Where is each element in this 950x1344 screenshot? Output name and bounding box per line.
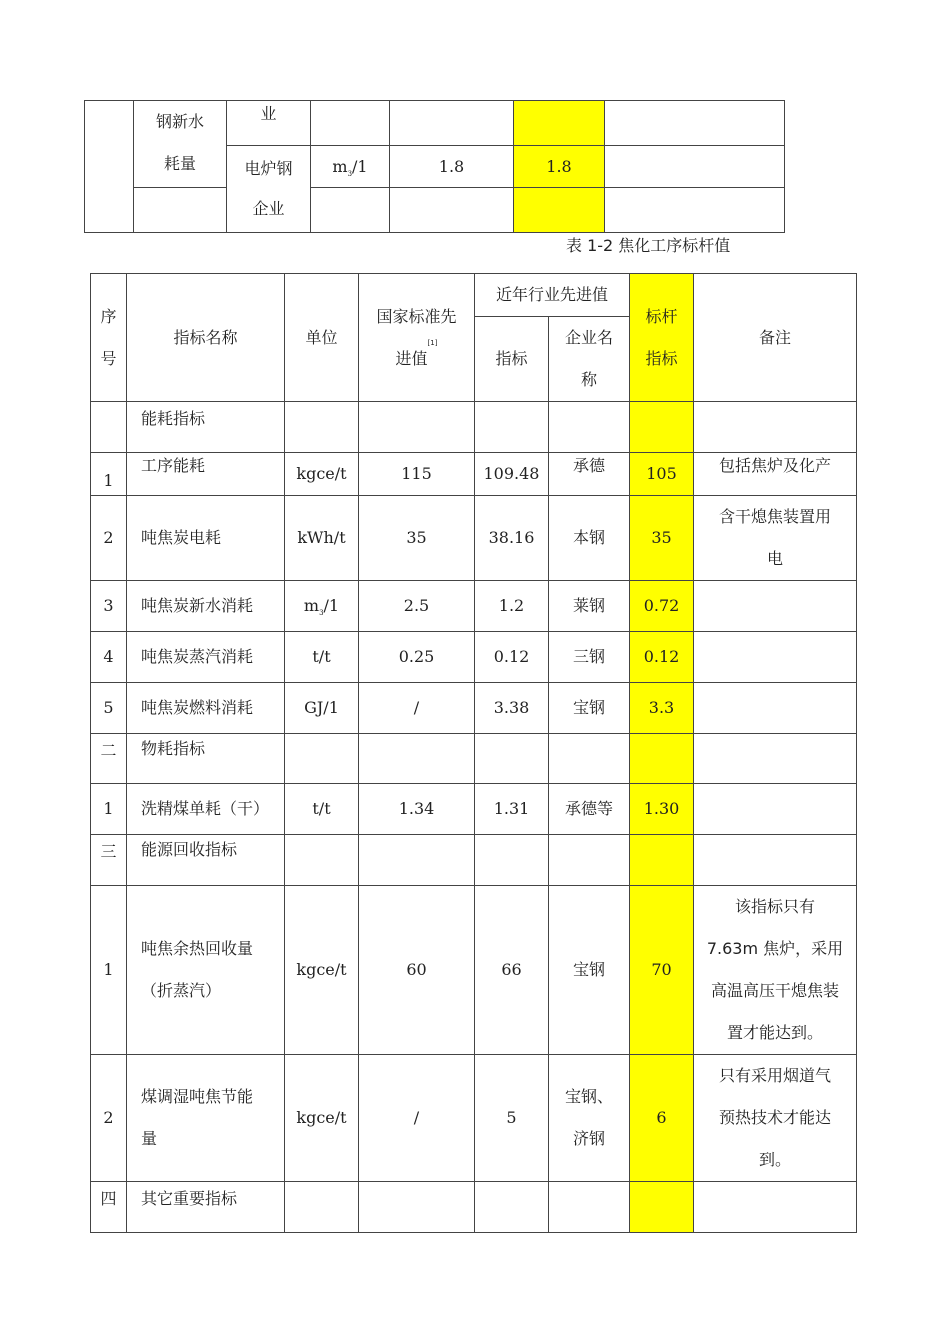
remark-line1: 含干熄焦装置用 [719,507,832,526]
cell-seq: 1 [91,784,127,835]
cell-benchmark: 70 [630,886,694,1055]
header-national-line1: 国家标准先 [376,306,457,326]
cell-industry: 1.31 [475,784,549,835]
table-row [91,496,857,581]
cell-unit: kgce/t [285,886,359,1055]
cell-industry: 109.48 [475,453,549,496]
cell-industry: 5 [475,1055,549,1182]
cell-industry: 66 [475,886,549,1055]
cell-industry: 0.12 [475,632,549,683]
header-company-line1: 企业名 [565,328,614,347]
cell-national: / [359,683,475,734]
cell-benchmark: 1.30 [630,784,694,835]
header-national-line2 [359,338,474,380]
cell-unit: kgce/t [285,453,359,496]
unit-text: m [332,156,348,176]
table-caption: 表 1-2 焦化工序标杆值 [566,236,731,255]
table-row [91,1055,857,1182]
cell-unit: kWh/t [285,496,359,581]
header-company [549,317,630,402]
cell-seq: 4 [91,632,127,683]
cell-company: 承德 [549,453,630,496]
benchmark-value-cell: 1.8 [514,146,605,188]
cell-name: 吨焦炭燃料消耗 [127,683,285,734]
cell-name: 吨焦炭新水消耗 [127,581,285,632]
header-seq [91,274,127,402]
company-line1: 宝钢、 [565,1087,614,1106]
company-line2: 济钢 [573,1129,606,1148]
cell-benchmark: 0.12 [630,632,694,683]
name-line1: 煤调湿吨焦节能 [141,1087,254,1106]
cell-seq: 1 [91,453,127,496]
table-row [91,1182,857,1233]
remark-line2: 预热技术才能达 [719,1108,832,1127]
cell-industry: 38.16 [475,496,549,581]
cell-seq: 3 [91,581,127,632]
cell-company: 本钢 [549,496,630,581]
cell-company: 宝钢 [549,683,630,734]
section-seq: 二 [91,734,127,784]
header-national-text: 进值 [395,348,428,368]
remark-line3: 到。 [759,1150,792,1169]
cell-company [549,1055,630,1182]
cell-national: 35 [359,496,475,581]
table-row [91,453,857,496]
section-seq: 三 [91,835,127,886]
header-unit: 单位 [285,274,359,402]
header-seq-line1: 序 [100,306,117,326]
table-row [91,632,857,683]
cell-name [127,1055,285,1182]
empty-cell [605,188,785,233]
cell-name: 吨焦炭电耗 [127,496,285,581]
remark-line2: 7.63m 焦炉，采用 [706,939,844,958]
unit-text: m [303,596,320,615]
table-row [91,835,857,886]
cell-national: / [359,1055,475,1182]
unit-cell [311,146,390,188]
cell-benchmark: 105 [630,453,694,496]
cell-company: 莱钢 [549,581,630,632]
header-national-ref: [1] [427,338,438,347]
header-industry: 近年行业先进值 [475,274,630,317]
empty-cell [311,101,390,146]
cell-industry: 1.2 [475,581,549,632]
benchmark-cell [514,188,605,233]
table-row [91,581,857,632]
cell-national: 0.25 [359,632,475,683]
header-company-line2: 称 [581,370,598,389]
name-line1: 吨焦余热回收量 [141,939,254,958]
section-seq: 四 [91,1182,127,1233]
cell-national: 2.5 [359,581,475,632]
cell-seq: 2 [91,496,127,581]
item-name-cell [134,101,227,188]
cell-unit: kgce/t [285,1055,359,1182]
seq-cell [85,101,134,233]
header-benchmark-line1: 标杆 [645,306,678,326]
remark-line2: 电 [767,549,784,568]
item-name-line2: 耗量 [163,154,196,173]
table-row [91,784,857,835]
cell-name [127,886,285,1055]
item-name-line1: 钢新水 [155,112,204,131]
remark-line3: 高温高压干熄焦装 [711,981,840,1000]
empty-cell [311,188,390,233]
table-row [91,886,857,1055]
cell-remark [694,886,857,1055]
cell-benchmark: 3.3 [630,683,694,734]
header-name: 指标名称 [127,274,285,402]
header-seq-line2: 号 [100,348,117,368]
header-national [359,274,475,402]
cell-company: 承德等 [549,784,630,835]
cell-name: 工序能耗 [127,453,285,496]
cell-seq: 2 [91,1055,127,1182]
enterprise-b-cell [227,146,311,233]
cell-national: 60 [359,886,475,1055]
section-title: 其它重要指标 [127,1182,285,1233]
enterprise-b-line2: 企业 [252,199,285,218]
cell-remark: 包括焦炉及化产 [694,453,857,496]
cell-company: 宝钢 [549,886,630,1055]
remark-line1: 该指标只有 [735,897,816,916]
cell-unit: t/t [285,784,359,835]
remark-line1: 只有采用烟道气 [719,1066,832,1085]
unit-suffix: /1 [323,596,340,615]
cell-benchmark: 35 [630,496,694,581]
value-cell: 1.8 [390,146,514,188]
empty-cell [390,188,514,233]
cell-name: 吨焦炭蒸汽消耗 [127,632,285,683]
cell-remark [694,496,857,581]
unit-suffix: /1 [352,156,368,176]
cell-benchmark: 6 [630,1055,694,1182]
cell-seq: 5 [91,683,127,734]
table-row [91,734,857,784]
cell-industry: 3.38 [475,683,549,734]
header-industry-index: 指标 [475,317,549,402]
cell-unit: t/t [285,632,359,683]
cell-name: 洗精煤单耗（干） [127,784,285,835]
cell-seq: 1 [91,886,127,1055]
cell-remark [694,1055,857,1182]
cell-national: 1.34 [359,784,475,835]
table-row [91,683,857,734]
cell-national: 115 [359,453,475,496]
name-line2: （折蒸汽） [141,981,222,1000]
name-line2: 量 [141,1129,158,1148]
enterprise-a-cell: 业 [227,101,311,146]
section-title: 能耗指标 [127,402,285,453]
table-row [91,402,857,453]
cell-unit [285,581,359,632]
coking-benchmark-table [90,273,857,1233]
empty-cell [134,188,227,233]
section-title: 物耗指标 [127,734,285,784]
header-remark: 备注 [694,274,857,402]
unit-sub: 3 [319,609,324,618]
empty-cell [605,146,785,188]
section-title: 能源回收指标 [127,835,285,886]
cell-benchmark: 0.72 [630,581,694,632]
cell-company: 三钢 [549,632,630,683]
remark-line4: 置才能达到。 [727,1023,824,1042]
top-table-fragment [84,100,785,233]
header-benchmark-line2: 指标 [645,348,678,368]
enterprise-b-line1: 电炉钢 [244,159,293,178]
empty-cell [605,101,785,146]
header-benchmark [630,274,694,402]
unit-sub: 3 [347,169,353,178]
empty-cell [390,101,514,146]
benchmark-cell [514,101,605,146]
cell-unit: GJ/1 [285,683,359,734]
